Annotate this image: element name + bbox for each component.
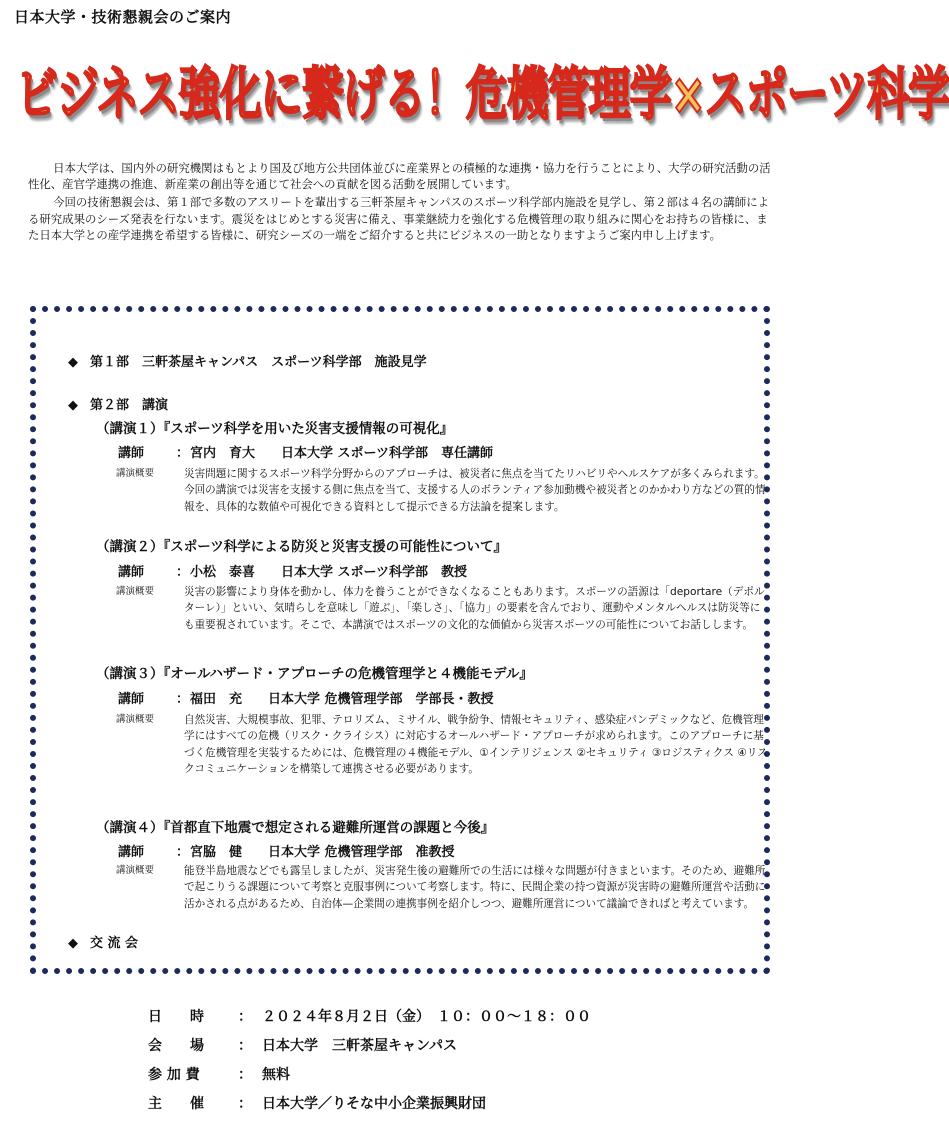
- event-date: 日 時 ： ２０２４年８月２日（金） １０：００〜１８：００: [148, 1006, 591, 1026]
- intro-paragraph-1: 日本大学は、国内外の研究機関はもとより国及び地方公共団体並びに産業界との積極的な連携・協力を行うことにより、大学の研究活動の活性化、産官学連携の推進、新産業の創出等を通じて社会への貢献を図る活動を展開しています。: [28, 161, 771, 192]
- summary-text: 能登半島地震などでも露呈しましたが、災害発生後の避難所での生活には様々な問題が付きまといます。そのため、避難所で起こりうる課題について考察と克服事例について考察します。特に、民間企業の持つ資源が災害時の避難所運営や活動に活かされる点があるため、自治体—企業間の連携事例を紹介しつつ、避難所運営について議論できればと考えています。: [184, 865, 766, 910]
- main-title: ビジネス強化に繋げる！危機管理学×スポーツ科学: [16, 60, 949, 127]
- lecture-1-title: （講演１）『スポーツ科学を用いた災害支援情報の可視化』: [96, 421, 454, 437]
- lecture-4-summary: [116, 863, 768, 912]
- speaker-label: 講師: [118, 446, 145, 461]
- fee-value: 無料: [262, 1067, 290, 1083]
- lecture-1-summary: [116, 466, 768, 515]
- speaker-name: 宮内 育大 日本大学 スポーツ科学部 専任講師: [190, 446, 494, 461]
- summary-label: 講演概要: [116, 586, 155, 597]
- speaker-name: 福田 充 日本大学 危機管理学部 学部長・教授: [190, 692, 494, 707]
- diamond-icon: ◆: [68, 355, 78, 370]
- speaker-label: 講師: [118, 845, 145, 860]
- part2-heading: ◆ 第２部 講演: [68, 398, 169, 413]
- date-value: ２０２４年８月２日（金） １０：００〜１８：００: [262, 1009, 591, 1025]
- speaker-label: 講師: [118, 692, 145, 707]
- event-fee: 参 加 費 ： 無料: [148, 1064, 290, 1084]
- event-organizer: 主 催 ： 日本大学／りそな中小企業振興財団: [148, 1093, 486, 1113]
- organizer-value: 日本大学／りそな中小企業振興財団: [262, 1096, 486, 1112]
- summary-text: 災害の影響により身体を動かし、体力を養うことができなくなることもあります。スポーツの語源は「deportare（デポルターレ）」といい、気晴らしを意味し「遊ぶ」、「楽しさ」、「協力」の要素を含んでおり、運動やメンタルヘルスは防災等にも重要視されています。そこで、本講演ではスポーツの文化的な価値から災害スポーツの可能性についてお話しします。: [184, 586, 765, 631]
- summary-text: 自然災害、大規模事故、犯罪、テロリズム、ミサイル、戦争紛争、情報セキュリティ、感染症パンデミックなど、危機管理学にはすべての危機（リスク・クライシス）に対応するオールハザード・アプローチが求められます。このアプローチに基づく危機管理を実装するためには、危機管理の４機能モデル、①インテリジェンス ②セキュリティ ③ロジスティクス ④リスクコミュニケーションを構築して連携させる必要があります。: [184, 714, 768, 776]
- speaker-label: 講師: [118, 565, 145, 580]
- event-venue: 会 場 ： 日本大学 三軒茶屋キャンパス: [148, 1035, 457, 1055]
- intro-text: [28, 160, 774, 245]
- summary-text: 災害問題に関するスポーツ科学分野からのアプローチは、被災者に焦点を当てたリハビリやヘルスケアが多くみられます。今回の講演では災害を支援する側に焦点を当て、支援する人のボランティア参加動機や被災者とのかかわり方などの質的情報を、具体的な数値や可視化できる資料として提示できる方法論を提案します。: [184, 468, 766, 513]
- speaker-name: 小松 泰喜 日本大学 スポーツ科学部 教授: [190, 565, 468, 580]
- diamond-icon: ◆: [68, 936, 78, 951]
- part1-heading: ◆ 第１部 三軒茶屋キャンパス スポーツ科学部 施設見学: [68, 355, 427, 370]
- fee-label: 参 加 費: [148, 1067, 200, 1083]
- lecture-4-speaker: 講師 ：宮脇 健 日本大学 危機管理学部 准教授: [118, 841, 455, 860]
- speaker-name: 宮脇 健 日本大学 危機管理学部 准教授: [190, 845, 455, 860]
- summary-label: 講演概要: [116, 714, 155, 725]
- date-label: 日 時: [148, 1009, 204, 1025]
- organizer-label: 主 催: [148, 1096, 204, 1112]
- summary-label: 講演概要: [116, 468, 155, 479]
- intro-paragraph-2: 今回の技術懇親会は、第１部で多数のアスリートを輩出する三軒茶屋キャンパスのスポーツ科学部内施設を見学し、第２部は４名の講師による研究成果のシーズ発表を行ないます。震災をはじめとする災害に備え、事業継続力を強化する危機管理の取り組みに関心をお持ちの皆様に、また日本大学との産学連携を希望する皆様に、研究シーズの一端をご紹介すると共にビジネスの一助となりますようご案内申し上げます。: [28, 195, 769, 242]
- diamond-icon: ◆: [68, 398, 78, 413]
- lecture-3-summary: [116, 712, 768, 778]
- header-label: 日本大学・技術懇親会のご案内: [14, 8, 232, 26]
- social-heading: ◆ 交 流 会: [68, 936, 139, 951]
- lecture-3-title: （講演３）『オールハザード・アプローチの危機管理学と４機能モデル』: [96, 666, 533, 682]
- lecture-1-speaker: 講師 ：宮内 育大 日本大学 スポーツ科学部 専任講師: [118, 442, 493, 461]
- lecture-2-title: （講演２）『スポーツ科学による防災と災害支援の可能性について』: [96, 539, 507, 555]
- lecture-3-speaker: 講師 ：福田 充 日本大学 危機管理学部 学部長・教授: [118, 688, 494, 707]
- summary-label: 講演概要: [116, 865, 155, 876]
- lecture-2-summary: [116, 584, 768, 633]
- lecture-4-title: （講演４）『首都直下地震で想定される避難所運営の課題と今後』: [96, 820, 495, 836]
- venue-value: 日本大学 三軒茶屋キャンパス: [262, 1038, 458, 1054]
- lecture-2-speaker: 講師 ：小松 泰喜 日本大学 スポーツ科学部 教授: [118, 561, 467, 580]
- venue-label: 会 場: [148, 1038, 204, 1054]
